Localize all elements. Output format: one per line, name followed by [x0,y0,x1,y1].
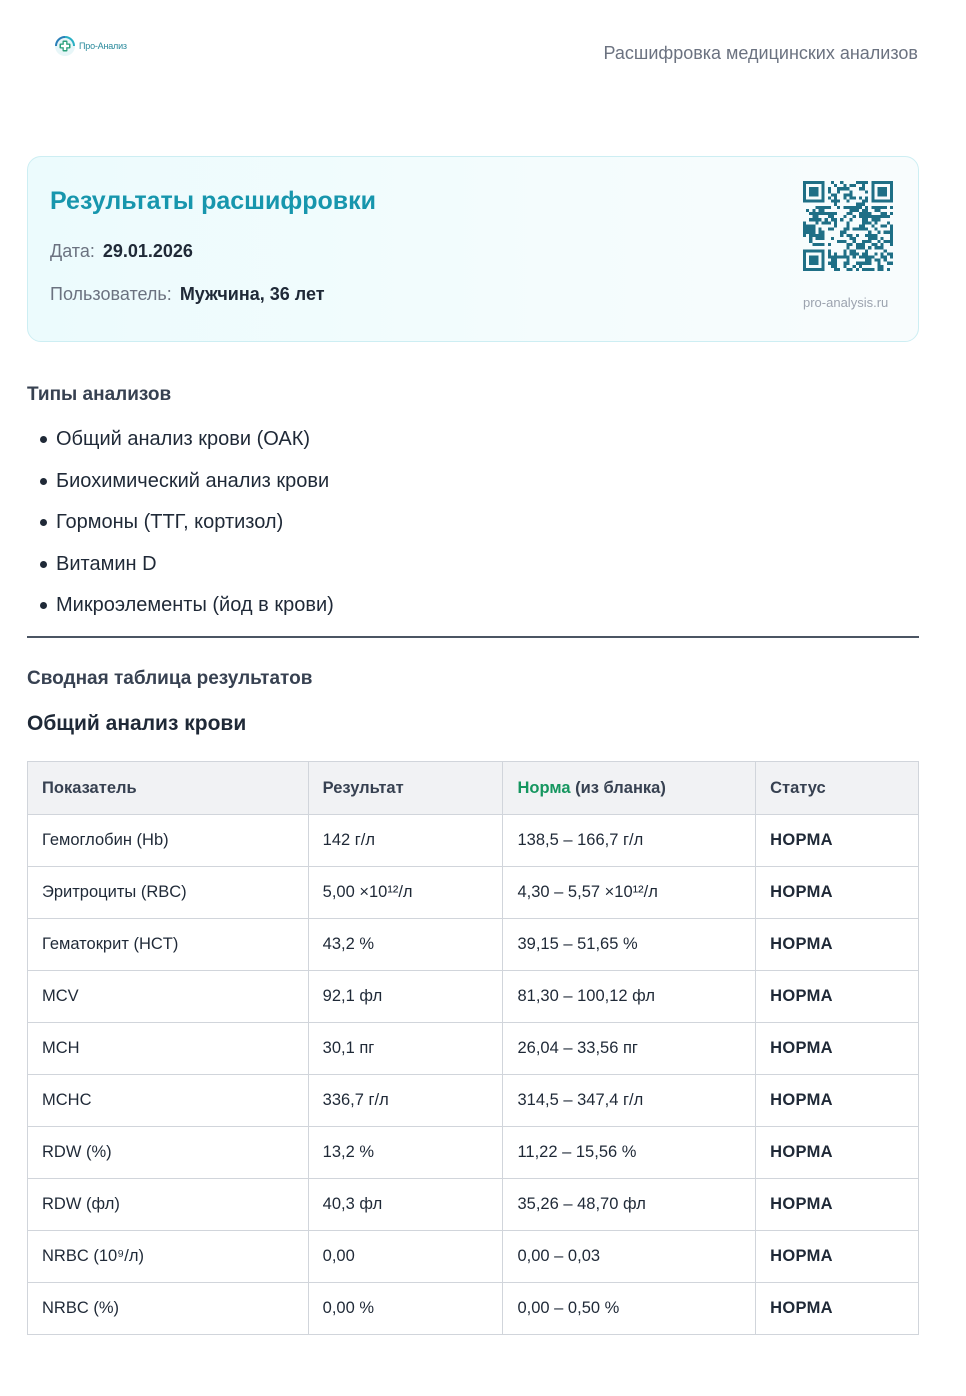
header-result: Результат [308,762,503,815]
table-row [28,1283,919,1335]
cell-norm: 26,04 – 33,56 пг [503,1023,756,1075]
cell-indicator: NRBC (%) [28,1283,309,1335]
table-row [28,971,919,1023]
table-header-row [28,762,919,815]
cell-status: НОРМА [756,971,919,1023]
cell-indicator: RDW (фл) [28,1179,309,1231]
header-title: Расшифровка медицинских анализов [603,43,918,63]
cell-norm: 314,5 – 347,4 г/л [503,1075,756,1127]
cell-status: НОРМА [756,1127,919,1179]
table-row [28,919,919,971]
list-item: Витамин D [38,544,334,586]
cell-norm: 11,22 – 15,56 % [503,1127,756,1179]
medical-cross-logo-icon [54,35,76,57]
cell-indicator: RDW (%) [28,1127,309,1179]
cell-status: НОРМА [756,867,919,919]
cell-result: 92,1 фл [308,971,503,1023]
user-value: Мужчина, 36 лет [179,284,325,304]
table-row [28,1127,919,1179]
section-title: Общий анализ крови [27,712,247,735]
table-row [28,815,919,867]
bullet-icon [40,602,47,609]
cell-status: НОРМА [756,1231,919,1283]
cell-result: 0,00 [308,1231,503,1283]
bullet-icon [40,478,47,485]
header-norm [503,762,756,815]
table-row [28,1075,919,1127]
divider [27,636,919,638]
cell-indicator: MCH [28,1023,309,1075]
cell-indicator: Гематокрит (HCT) [28,919,309,971]
table-row [28,1179,919,1231]
cell-result: 142 г/л [308,815,503,867]
header-norm-accent: Норма [517,778,571,797]
header-status: Статус [756,762,919,815]
types-title: Типы анализов [27,384,172,405]
qr-code-icon[interactable] [803,181,893,271]
bullet-icon [40,561,47,568]
cell-status: НОРМА [756,1179,919,1231]
list-item: Микроэлементы (йод в крови) [38,585,334,627]
bullet-icon [40,519,47,526]
cell-norm: 138,5 – 166,7 г/л [503,815,756,867]
user-row [50,284,325,305]
cell-norm: 4,30 – 5,57 ×10¹²/л [503,867,756,919]
date-row [50,241,193,262]
cell-indicator: NRBC (10⁹/л) [28,1231,309,1283]
list-item: Общий анализ крови (ОАК) [38,419,334,461]
types-list [38,419,334,627]
cell-status: НОРМА [756,1023,919,1075]
results-table [27,761,919,1335]
cell-status: НОРМА [756,1283,919,1335]
cell-norm: 39,15 – 51,65 % [503,919,756,971]
cell-norm: 35,26 – 48,70 фл [503,1179,756,1231]
results-card [27,156,919,342]
table-row [28,867,919,919]
header-indicator: Показатель [28,762,309,815]
cell-result: 13,2 % [308,1127,503,1179]
list-item: Гормоны (ТТГ, кортизол) [38,502,334,544]
cell-indicator: Гемоглобин (Hb) [28,815,309,867]
cell-result: 40,3 фл [308,1179,503,1231]
cell-result: 0,00 % [308,1283,503,1335]
cell-status: НОРМА [756,919,919,971]
cell-indicator: MCHC [28,1075,309,1127]
cell-result: 336,7 г/л [308,1075,503,1127]
table-row [28,1231,919,1283]
cell-norm: 0,00 – 0,03 [503,1231,756,1283]
logo[interactable] [54,35,127,57]
cell-status: НОРМА [756,1075,919,1127]
page-header [0,0,966,100]
cell-indicator: MCV [28,971,309,1023]
bullet-icon [40,436,47,443]
date-value: 29.01.2026 [102,241,193,261]
header-norm-rest: (из бланка) [570,778,666,797]
site-url[interactable]: pro-analysis.ru [803,295,889,310]
user-label: Пользователь: [50,284,172,304]
cell-norm: 81,30 – 100,12 фл [503,971,756,1023]
summary-title: Сводная таблица результатов [27,668,313,689]
cell-indicator: Эритроциты (RBC) [28,867,309,919]
cell-result: 30,1 пг [308,1023,503,1075]
date-label: Дата: [50,241,95,261]
card-title: Результаты расшифровки [50,187,377,215]
list-item: Биохимический анализ крови [38,461,334,503]
cell-result: 5,00 ×10¹²/л [308,867,503,919]
cell-status: НОРМА [756,815,919,867]
logo-text: Про-Анализ [79,41,127,51]
cell-norm: 0,00 – 0,50 % [503,1283,756,1335]
table-row [28,1023,919,1075]
cell-result: 43,2 % [308,919,503,971]
